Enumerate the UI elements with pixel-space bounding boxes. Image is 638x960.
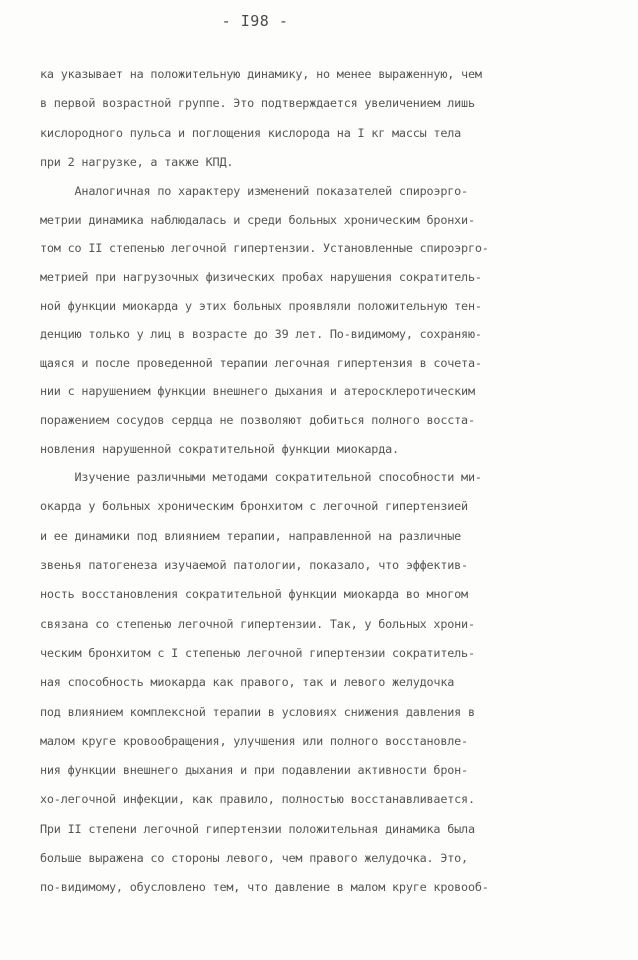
text-line: ность восстановления сократительной функции миокарда во многом: [40, 587, 468, 602]
text-line: под влиянием комплексной терапии в условиях снижения давления в: [40, 704, 475, 719]
text-line: звенья патогенеза изучаемой патологии, показало, что эффектив-: [40, 558, 468, 573]
text-line: метрии динамика наблюдалась и среди больных хроническим бронхи-: [40, 212, 475, 227]
paragraph-3: [40, 463, 620, 902]
body-text: [40, 60, 620, 903]
text-line: хо-легочной инфекции, как правило, полностью восстанавливается.: [40, 792, 475, 807]
text-line: ческим бронхитом с I степенью легочной гипертензии сократитель-: [40, 645, 475, 660]
text-line: по-видимому, обусловлено тем, что давление в малом круге кровооб-: [40, 880, 489, 895]
text-line: Аналогичная по характеру изменений показателей спироэрго-: [40, 184, 468, 199]
paragraph-2: [40, 177, 620, 463]
text-line: кислородного пульса и поглощения кислорода на I кг массы тела: [40, 125, 462, 140]
text-line: при 2 нагрузке, а также КПД.: [40, 154, 234, 169]
text-line: ния функции внешнего дыхания и при подавлении активности брон-: [40, 763, 468, 778]
text-line: щаяся и после проведенной терапии легочная гипертензия в сочета-: [40, 355, 482, 370]
text-line: нии с нарушением функции внешнего дыхания и атеросклеротическим: [40, 384, 475, 399]
text-line: поражением сосудов сердца не позволяют добиться полного восста-: [40, 412, 475, 427]
text-line: денцию только у лиц в возрасте до 39 лет. По-видимому, сохраняю-: [40, 327, 482, 342]
text-line: связана со степенью легочной гипертензии. Так, у больных хрони-: [40, 616, 475, 631]
text-line: При II степени легочной гипертензии положительная динамика была: [40, 821, 475, 836]
paragraph-1: [40, 60, 620, 177]
text-line: ной функции миокарда у этих больных проявляли положительную тен-: [40, 298, 482, 313]
text-line: в первой возрастной группе. Это подтверждается увеличением лишь: [40, 96, 475, 111]
text-line: Изучение различными методами сократительной способности ми-: [40, 470, 482, 485]
text-line: ка указывает на положительную динамику, но менее выраженную, чем: [40, 67, 482, 81]
text-line: и ее динамики под влиянием терапии, направленной на различные: [40, 528, 462, 543]
text-line: метрией при нагрузочных физических пробах нарушения сократитель-: [40, 269, 482, 284]
text-line: ная способность миокарда как правого, так и левого желудочка: [40, 675, 455, 690]
text-line: окарда у больных хроническим бронхитом с легочной гипертензией: [40, 499, 468, 514]
text-line: новления нарушенной сократительной функции миокарда.: [40, 441, 399, 456]
text-line: больше выражена со стороны левого, чем правого желудочка. Это,: [40, 850, 468, 865]
text-line: малом круге кровообращения, улучшения или полного восстановле-: [40, 733, 468, 748]
text-line: том со II степенью легочной гипертензии. Установленные спироэрго-: [40, 241, 489, 256]
page-number: - I98 -: [221, 12, 289, 30]
